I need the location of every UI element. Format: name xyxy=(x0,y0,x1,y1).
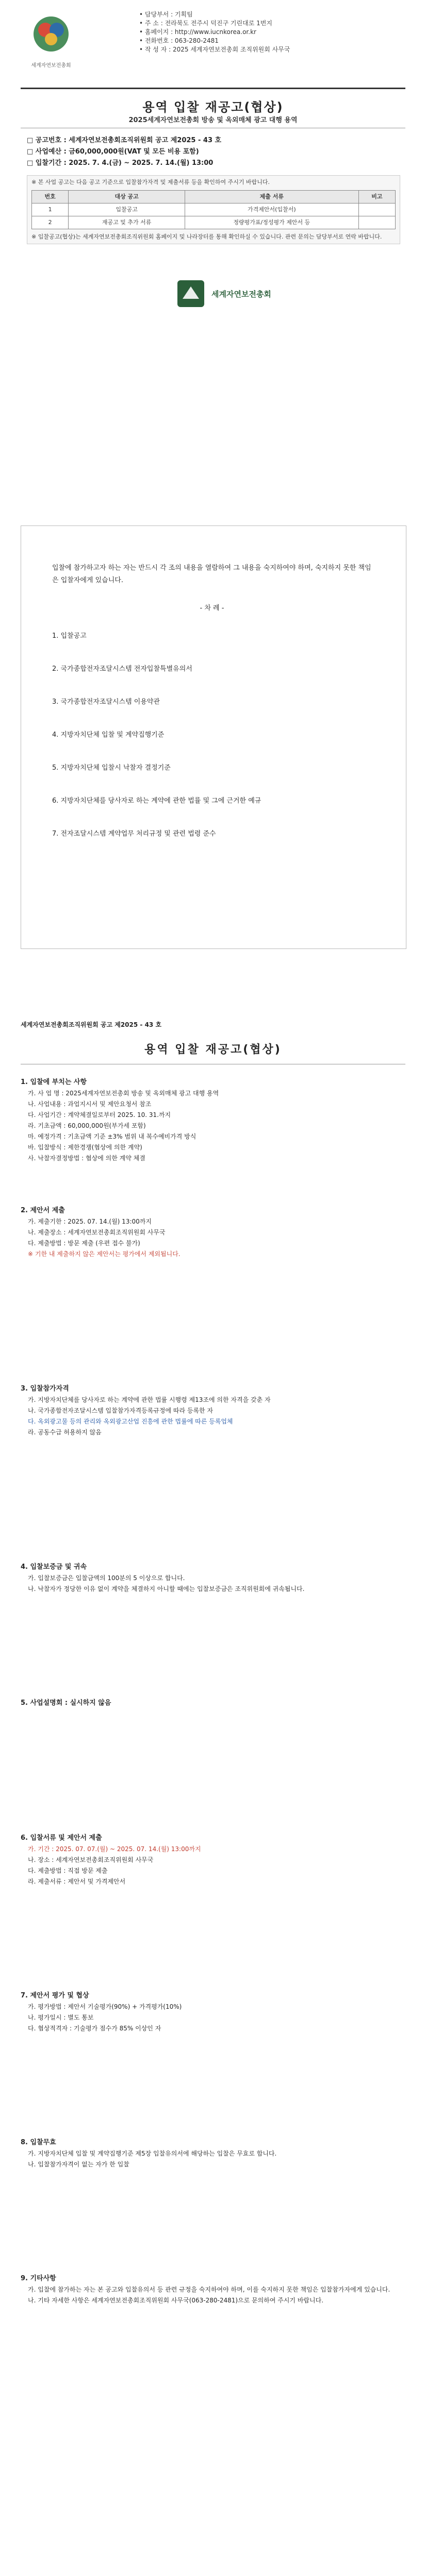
table-cell: 정량평가표/정성평가 제안서 등 xyxy=(185,216,359,229)
table-cell xyxy=(358,204,395,216)
notice-frame xyxy=(21,526,406,949)
summary-item: □ 공고번호 : 세계자연보전총회조직위원회 공고 제2025 - 43 호 xyxy=(27,137,222,144)
section-heading: 6. 입찰서류 및 제안서 제출 xyxy=(21,1834,102,1842)
section-list xyxy=(21,1077,405,2409)
contact-line: • 홈페이지 : http://www.iucnkorea.or.kr xyxy=(139,28,256,36)
section-line: 라. 공동수급 허용하지 않음 xyxy=(28,1429,102,1436)
section-line: 다. 협상적격자 : 기술평가 점수가 85% 이상인 자 xyxy=(28,2025,161,2032)
toc-item: 7. 전자조달시스템 계약업무 처리규정 및 관련 법령 준수 xyxy=(52,830,216,838)
section xyxy=(21,1562,405,1595)
emblem xyxy=(175,278,299,309)
emblem-icon xyxy=(175,278,206,309)
section-line: 라. 기초금액 : 60,000,000원(부가세 포함) xyxy=(28,1122,146,1129)
section-line: 다. 제출방법 : 방문 제출 (우편 접수 불가) xyxy=(28,1240,140,1247)
section-line: 나. 기타 자세한 사항은 세계자연보전총회조직위원회 사무국(063-280-2481)으로 문의하여 주시기 바랍니다. xyxy=(28,2297,324,2304)
contact-line: • 주 소 : 전라북도 전주시 덕진구 기린대로 1번지 xyxy=(139,20,272,27)
summary-list xyxy=(27,135,399,169)
main-title: 용역 입찰 재공고(협상) xyxy=(142,100,284,114)
section-heading: 2. 제안서 제출 xyxy=(21,1207,65,1214)
organization-logo-text: 세계자연보전총회 xyxy=(31,63,71,69)
section-line: 나. 평가일시 : 별도 통보 xyxy=(28,2014,94,2021)
section-line: 나. 제출장소 : 세계자연보전총회조직위원회 사무국 xyxy=(28,1229,166,1236)
table-cell xyxy=(358,216,395,229)
section-line: 다. 제출방법 : 직접 방문 제출 xyxy=(28,1867,108,1874)
section-line: 바. 입찰방식 : 제한경쟁(협상에 의한 계약) xyxy=(28,1144,142,1151)
table-header-row xyxy=(32,191,396,204)
contact-line: • 담당부서 : 기획팀 xyxy=(139,11,193,18)
section xyxy=(21,1205,405,1260)
column-header: 번호 xyxy=(32,191,69,204)
page-1 xyxy=(0,0,426,505)
emblem-label: 세계자연보전총회 xyxy=(211,290,271,299)
header xyxy=(21,9,405,76)
table-cell: 1 xyxy=(32,204,69,216)
announcement xyxy=(0,969,426,2576)
section-line: 나. 장소 : 세계자연보전총회조직위원회 사무국 xyxy=(28,1856,154,1863)
contact-line: • 전화번호 : 063-280-2481 xyxy=(139,37,219,44)
section xyxy=(21,1698,405,1709)
toc-list xyxy=(52,630,372,840)
table-row xyxy=(32,216,396,229)
section-line: 나. 국가종합전자조달시스템 입찰참가자격등록규정에 따라 등록한 자 xyxy=(28,1407,214,1414)
section-heading: 5. 사업설명회 : 실시하지 않음 xyxy=(21,1699,111,1707)
table-row xyxy=(32,204,396,216)
section-heading: 4. 입찰보증금 및 귀속 xyxy=(21,1563,87,1571)
section-line: 다. 옥외광고물 등의 관리와 옥외광고산업 진흥에 관한 법률에 따른 등록업체 xyxy=(28,1418,233,1425)
section-line: 가. 입찰보증금은 입찰금액의 100분의 5 이상으로 합니다. xyxy=(28,1574,185,1582)
toc-item: 6. 지방자치단체를 당사자로 하는 계약에 관한 법률 및 그에 근거한 예규 xyxy=(52,797,261,805)
summary-item: □ 사업예산 : 금60,000,000원(VAT 및 모든 비용 포함) xyxy=(27,148,199,156)
table-cell: 입찰공고 xyxy=(69,204,185,216)
summary-item: □ 입찰기간 : 2025. 7. 4.(금) ~ 2025. 7. 14.(월) 13:00 xyxy=(27,159,214,167)
notice-intro-wrap xyxy=(52,562,372,840)
column-header: 비고 xyxy=(358,191,395,204)
section-line: 가. 지방자치단체를 당사자로 하는 계약에 관한 법률 시행령 제13조에 의한 자격을 갖춘 자 xyxy=(28,1396,271,1403)
section-line: 마. 예정가격 : 기초금액 기준 ±3% 범위 내 복수예비가격 방식 xyxy=(28,1133,196,1140)
section-line: 사. 낙찰자결정방법 : 협상에 의한 계약 체결 xyxy=(28,1155,145,1162)
table-footnote: ※ 입찰공고(협상)는 세계자연보전총회조직위원회 홈페이지 및 나라장터를 통해 확인하실 수 있습니다. 관련 문의는 담당부서로 연락 바랍니다. xyxy=(31,233,382,240)
section-heading: 8. 입찰무효 xyxy=(21,2139,56,2146)
section xyxy=(21,2273,405,2306)
table-cell: 가격제안서(입찰서) xyxy=(185,204,359,216)
submission-table xyxy=(31,190,396,229)
section-heading: 7. 제안서 평가 및 협상 xyxy=(21,1992,89,1999)
section xyxy=(21,1077,405,1164)
column-header: 대상 공고 xyxy=(69,191,185,204)
section-line: 가. 제출기한 : 2025. 07. 14.(월) 13:00까지 xyxy=(28,1218,152,1225)
toc-item: 3. 국가종합전자조달시스템 이용약관 xyxy=(52,698,160,706)
section-line: 라. 제출서류 : 제안서 및 가격제안서 xyxy=(28,1878,126,1885)
toc-title: - 차 례 - xyxy=(200,604,224,612)
toc-item: 2. 국가종합전자조달시스템 전자입찰특별유의서 xyxy=(52,665,192,673)
section-line: 가. 기간 : 2025. 07. 07.(월) ~ 2025. 07. 14.(월) 13:00까지 xyxy=(28,1845,201,1853)
announcement-title: 용역 입찰 재공고(협상) xyxy=(144,1043,282,1056)
announcement-ref: 세계자연보전총회조직위원회 공고 제2025 - 43 호 xyxy=(21,1021,162,1028)
section xyxy=(21,1833,405,1887)
section-line: 가. 입찰에 참가하는 자는 본 공고와 입찰유의서 등 관련 규정을 숙지하여야 하며, 이를 숙지하지 못한 책임은 입찰참가자에게 있습니다. xyxy=(28,2286,390,2293)
table-note-text: ※ 본 사업 공고는 다음 공고 기준으로 입찰참가자격 및 제출서류 등을 확인하여 주시기 바랍니다. xyxy=(31,179,270,185)
section-line: 나. 낙찰자가 정당한 이유 없이 계약을 체결하지 아니할 때에는 입찰보증금은 조직위원회에 귀속됩니다. xyxy=(28,1585,305,1592)
section-line: 다. 사업기간 : 계약체결일로부터 2025. 10. 31.까지 xyxy=(28,1111,171,1118)
sub-title: 2025세계자연보전총회 방송 및 옥외매체 광고 대행 용역 xyxy=(128,116,298,124)
column-header: 제출 서류 xyxy=(185,191,359,204)
section xyxy=(21,1383,405,1438)
section-line: 나. 사업내용 : 과업지시서 및 제안요청서 참조 xyxy=(28,1100,152,1108)
table-note xyxy=(27,175,400,244)
section xyxy=(21,1990,405,2034)
section-heading: 1. 입찰에 부치는 사항 xyxy=(21,1078,87,1086)
section-line: 가. 평가방법 : 제안서 기술평가(90%) + 가격평가(10%) xyxy=(28,2003,182,2010)
table-cell: 2 xyxy=(32,216,69,229)
divider xyxy=(21,88,405,89)
section-line: 가. 지방자치단체 입찰 및 계약집행기준 제5장 입찰유의서에 해당하는 입찰은 무효로 합니다. xyxy=(28,2150,277,2157)
section-heading: 9. 기타사항 xyxy=(21,2275,56,2282)
section-line: ※ 기한 내 제출하지 않은 제안서는 평가에서 제외됩니다. xyxy=(28,1250,181,1258)
contact-line: • 작 성 자 : 2025 세계자연보전총회 조직위원회 사무국 xyxy=(139,46,290,53)
toc-item: 4. 지방자치단체 입찰 및 계약집행기준 xyxy=(52,731,165,739)
toc-item: 1. 입찰공고 xyxy=(52,632,87,640)
section-heading: 3. 입찰참가자격 xyxy=(21,1385,69,1393)
notice-intro: 입찰에 참가하고자 하는 자는 반드시 각 조의 내용을 열람하여 그 내용을 숙지하여야 하며, 숙지하지 못한 책임은 입찰자에게 있습니다. xyxy=(52,564,371,584)
table-cell: 재공고 및 추가 서류 xyxy=(69,216,185,229)
contact-info xyxy=(139,10,290,54)
section-line: 나. 입찰참가자격이 없는 자가 한 입찰 xyxy=(28,2161,129,2168)
emblem-area xyxy=(21,258,405,330)
toc-item: 5. 지방자치단체 입찰시 낙찰자 결정기준 xyxy=(52,764,171,772)
section xyxy=(21,2137,405,2170)
section-line: 가. 사 업 명 : 2025세계자연보전총회 방송 및 옥외매체 광고 대행 용역 xyxy=(28,1090,219,1097)
